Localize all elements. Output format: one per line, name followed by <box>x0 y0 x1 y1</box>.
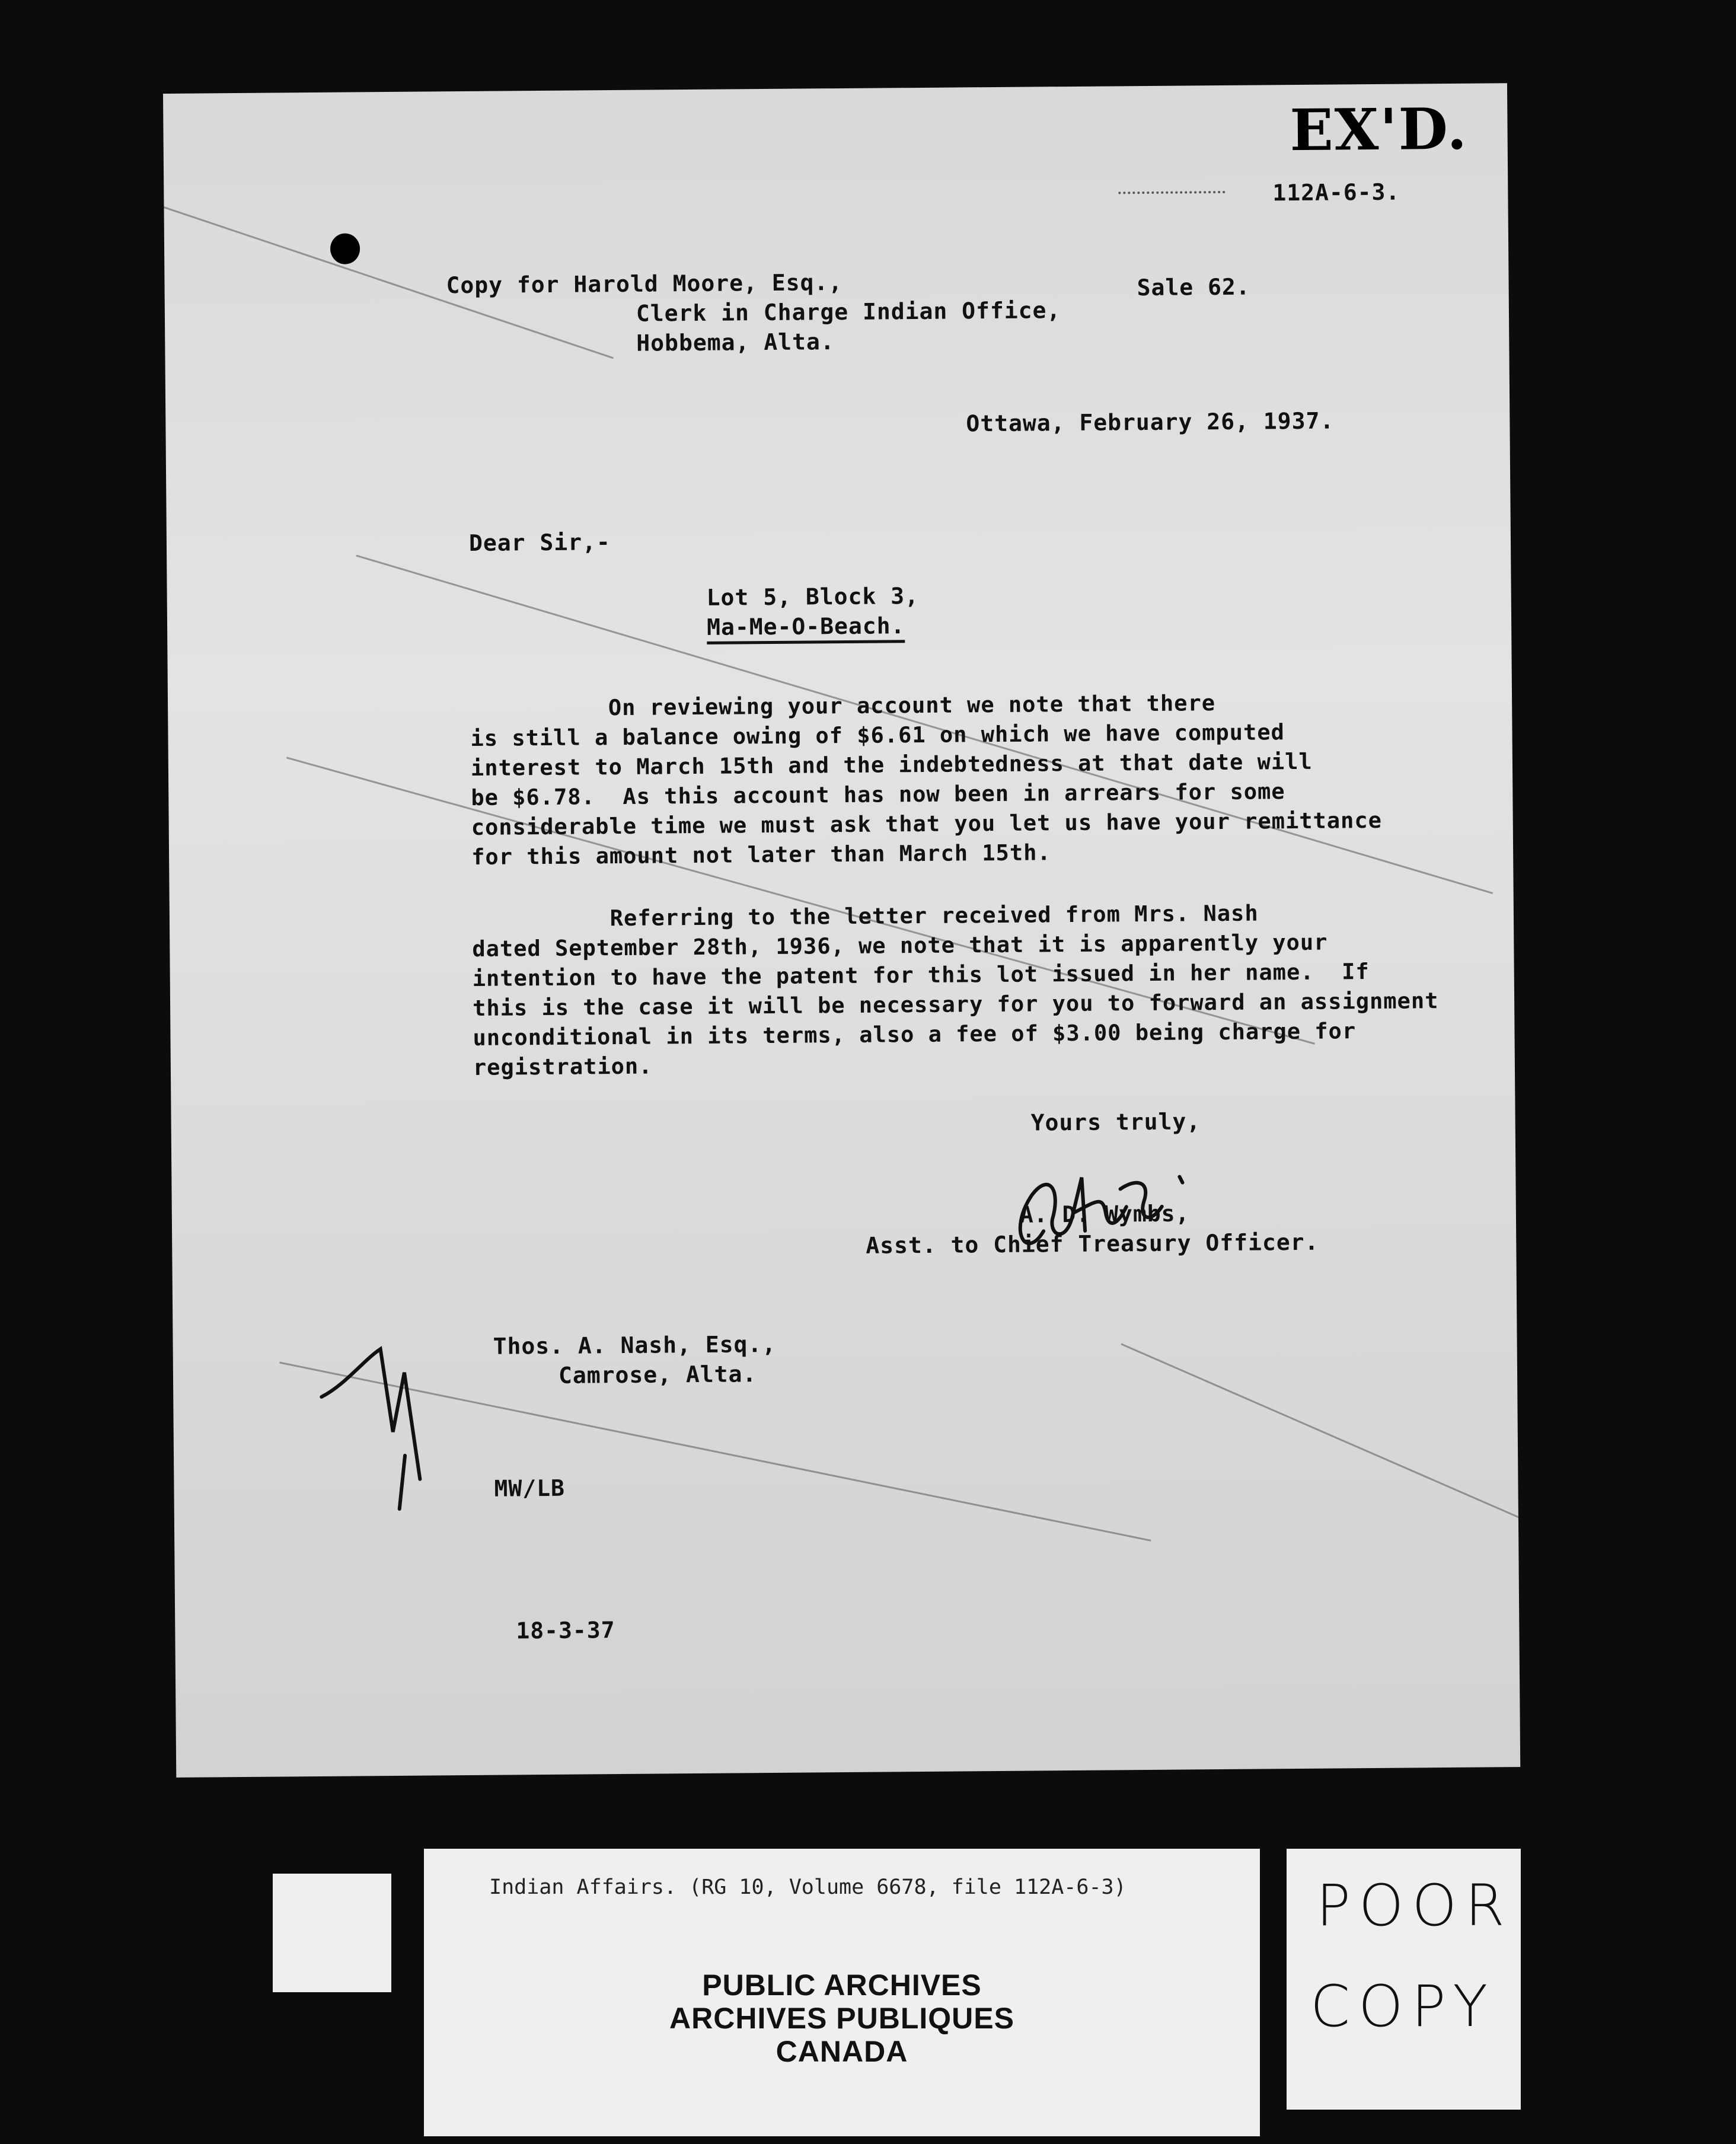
subject-line-2-text: Ma-Me-O-Beach. <box>707 612 905 645</box>
scratch-mark <box>1121 1343 1520 1558</box>
signer-title: Asst. to Chief Treasury Officer. <box>866 1229 1319 1259</box>
addressee-line-1: Thos. A. Nash, Esq., <box>493 1331 777 1360</box>
paragraph-2-line: intention to have the patent for this lot issued in her name. If <box>472 959 1370 991</box>
copy-to-line-1: Copy for Harold Moore, Esq., <box>446 269 843 299</box>
dotted-rule <box>1118 191 1225 194</box>
archive-line-2: ARCHIVES PUBLIQUES <box>669 2002 1014 2035</box>
quality-note-card <box>1287 1849 1521 2110</box>
label-tab <box>273 1874 391 1992</box>
subject-line-2 <box>707 612 905 640</box>
examined-stamp: EX'D. <box>1290 95 1469 164</box>
paragraph-2-line: unconditional in its terms, also a fee of $3.00 being charge for <box>473 1018 1357 1051</box>
salutation: Dear Sir,- <box>468 529 611 556</box>
paragraph-1-line: interest to March 15th and the indebtedness at that date will <box>470 748 1313 781</box>
paragraph-1-line: considerable time we must ask that you let us have your remittance <box>471 807 1383 840</box>
ink-blot <box>330 233 360 264</box>
date-note: 18-3-37 <box>516 1617 615 1644</box>
archive-citation: Indian Affairs. (RG 10, Volume 6678, file 112A-6-3) <box>489 1875 1127 1899</box>
paragraph-2-line: Referring to the letter received from Mrs. Nash <box>471 900 1259 932</box>
sale-number: Sale 62. <box>1137 273 1250 301</box>
paragraph-1-line: is still a balance owing of $6.61 on which we have computed <box>470 719 1285 751</box>
archive-line-1: PUBLIC ARCHIVES <box>702 1968 982 2002</box>
copy-to-line-2: Clerk in Charge Indian Office, <box>636 297 1061 327</box>
signer-name: A. D. Wymbs, <box>1019 1200 1190 1228</box>
copy-to-line-3: Hobbema, Alta. <box>636 328 835 356</box>
letter-page <box>163 83 1520 1778</box>
reference-initials: MW/LB <box>494 1475 566 1502</box>
place-date: Ottawa, February 26, 1937. <box>966 407 1335 437</box>
archive-label <box>424 1849 1260 2136</box>
file-number: 112A-6-3. <box>1272 178 1400 206</box>
quality-note-word-1: POOR <box>1316 1872 1513 1939</box>
subject-line-1: Lot 5, Block 3, <box>706 583 920 611</box>
paragraph-1-line: On reviewing your account we note that there <box>470 690 1216 722</box>
addressee-line-2: Camrose, Alta. <box>558 1361 757 1389</box>
paragraph-2-line: this is the case it will be necessary for you to forward an assignment <box>472 988 1439 1021</box>
paragraph-1-line: for this amount not later than March 15th. <box>471 840 1051 870</box>
paragraph-2-line: dated September 28th, 1936, we note that it is apparently your <box>472 929 1328 962</box>
closing: Yours truly, <box>1030 1108 1201 1136</box>
quality-note-word-2: COPY <box>1310 1973 1496 2040</box>
handwritten-mark <box>315 1336 446 1516</box>
paragraph-2-line: registration. <box>473 1053 653 1080</box>
paragraph-1-line: be $6.78. As this account has now been in arrears for some <box>471 779 1285 811</box>
archive-line-3: CANADA <box>776 2035 908 2068</box>
